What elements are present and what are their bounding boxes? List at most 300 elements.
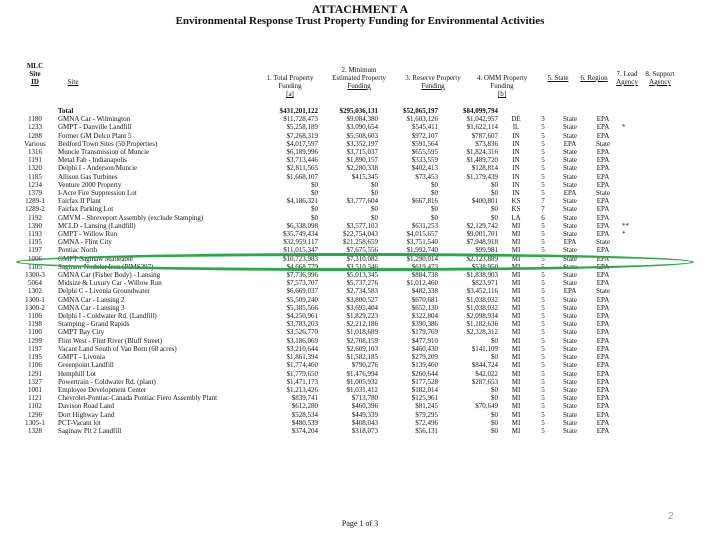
table-cell-c1: $10,723,983	[283, 254, 318, 263]
table-cell-nt	[618, 361, 642, 369]
table-cell-c4: $2,129,742	[466, 221, 498, 230]
table-cell-sa: EPA	[596, 156, 610, 165]
table-cell-rg: 5	[541, 180, 545, 189]
table-row	[22, 419, 642, 427]
table-cell-sa: EPA	[596, 344, 610, 353]
table-cell-la: State	[563, 197, 577, 206]
table-cell-st: MI	[511, 312, 521, 321]
header-mlc-site-id	[20, 62, 50, 86]
table-cell-c1: $3,186,069	[286, 336, 318, 345]
table-cell-c4: $141,109	[471, 344, 498, 353]
table-cell-site: GMNA - Flint City	[58, 238, 112, 247]
table-row	[22, 320, 642, 328]
table-cell-st	[498, 107, 534, 115]
table-cell-c2: $415,345	[351, 172, 378, 181]
table-cell-c2: $790,276	[351, 361, 378, 370]
table-cell-sa: EPA	[596, 418, 610, 427]
table-cell-c4: $99,981	[475, 246, 498, 255]
table-cell-rg: 7	[541, 205, 545, 214]
table-cell-site: Delphi I - Coldwater Rd. (Landfill)	[58, 312, 157, 321]
table-cell-c3: $79,295	[415, 410, 438, 419]
table-cell-nt: *	[622, 230, 626, 239]
table-row	[22, 230, 642, 238]
table-cell-nt	[618, 164, 642, 172]
table-row	[22, 123, 642, 131]
table-cell-la: State	[563, 156, 577, 165]
header-text: ID	[31, 78, 39, 86]
table-cell-c1: $431,201,122	[279, 107, 318, 115]
table-cell-la: State	[563, 262, 577, 271]
table-cell-rg: 5	[541, 164, 545, 173]
table-cell-la: State	[563, 369, 577, 378]
header-text: 6. Region	[580, 74, 608, 82]
table-cell-c1: $4,250,961	[286, 312, 318, 321]
header-text: 1. Total Property	[266, 74, 314, 82]
table-cell-nt	[618, 238, 642, 246]
table-cell-c1: $3,210,644	[286, 344, 318, 353]
table-cell-site: GMNA Car - Wilmington	[58, 115, 131, 124]
header-text: Estimated Property	[332, 74, 386, 82]
table-cell-c2: $2,708,159	[346, 336, 378, 345]
table-cell-st: KS	[511, 197, 521, 206]
table-cell-nt	[618, 132, 642, 140]
table-cell-id: 1195	[28, 238, 42, 247]
table-cell-id: 1105	[28, 262, 42, 271]
table-row	[22, 222, 642, 230]
header-text: Funding	[278, 82, 302, 90]
table-cell-la: State	[563, 230, 577, 239]
table-cell-c4: $0	[491, 410, 498, 419]
table-row	[22, 181, 642, 189]
table-cell-sa: EPA	[596, 336, 610, 345]
table-cell-sa: EPA	[596, 377, 610, 386]
table-cell-c4: $0	[491, 180, 498, 189]
table-cell-st: LA	[511, 213, 521, 222]
table-row	[22, 287, 642, 295]
table-cell-site: Flint West - Flint River (Bluff Street)	[58, 336, 163, 345]
table-cell-site: I-Acre Fire Suppression Lot	[58, 189, 137, 198]
table-cell-id: 1106	[28, 361, 42, 370]
table-cell-id: 1102	[28, 402, 42, 411]
table-cell-st: IL	[512, 123, 520, 132]
table-cell-la: State	[563, 254, 577, 263]
table-cell-c2: $0	[371, 205, 378, 214]
table-cell-c3: $619,473	[411, 262, 438, 271]
table-cell-c3: $260,644	[411, 369, 438, 378]
table-cell-id: 1180	[28, 115, 42, 124]
table-cell-c3: $139,460	[411, 361, 438, 370]
table-cell-nt	[618, 296, 642, 304]
table-cell-c2: $1,890,157	[346, 156, 378, 165]
table-cell-st: MI	[511, 230, 521, 239]
table-cell-rg: 5	[541, 287, 545, 296]
table-cell-rg: 5	[541, 189, 545, 198]
table-cell-nt	[618, 394, 642, 402]
table-row	[22, 312, 642, 320]
table-cell-site: GMPT Bay City	[58, 328, 105, 337]
header-site	[58, 78, 88, 86]
table-cell-rg: 5	[541, 377, 545, 386]
table-cell-st: MI	[511, 279, 521, 288]
table-cell-c3: $652,130	[411, 303, 438, 312]
table-cell-id: 1195	[28, 353, 42, 362]
table-cell-c2: $1,031,412	[346, 385, 378, 394]
table-cell-c1: $5,385,566	[286, 303, 318, 312]
table-cell-st: IN	[512, 172, 520, 181]
table-cell-c4: $73,836	[475, 139, 498, 148]
header-text: Site	[67, 78, 79, 86]
table-cell-rg: 5	[541, 385, 545, 394]
table-cell-site: Bedford Town Sites (50 Properties)	[58, 139, 158, 148]
table-cell-sa: EPA	[596, 353, 610, 362]
table-cell-id: 1300-2	[25, 303, 45, 312]
table-cell-c4: $2,123,889	[466, 254, 498, 263]
table-cell-rg: 5	[541, 230, 545, 239]
table-cell-id: 1006	[28, 254, 42, 263]
table-row	[22, 304, 642, 312]
table-cell-sa: EPA	[596, 254, 610, 263]
table-row	[22, 402, 642, 410]
header-total	[255, 74, 325, 98]
table-cell-c4: $0	[491, 213, 498, 222]
table-cell-c1: $374,204	[291, 426, 318, 435]
header-text: Funding	[347, 82, 371, 90]
header-omm	[466, 74, 538, 98]
table-cell-c2: $3,090,654	[346, 123, 378, 132]
table-cell-c1: $4,017,597	[286, 139, 318, 148]
table-cell-la: State	[563, 353, 577, 362]
table-cell-c1: $35,749,434	[283, 230, 318, 239]
table-cell-id: 1192	[28, 213, 42, 222]
table-cell-nt	[618, 271, 642, 279]
table-cell-site: GMPT - Livonia	[58, 353, 105, 362]
table-cell-nt	[618, 411, 642, 419]
table-cell-c4: $0	[491, 385, 498, 394]
table-cell-sa: EPA	[596, 410, 610, 419]
table-cell-la: State	[563, 180, 577, 189]
table-cell-site: Total	[58, 107, 74, 115]
table-cell-c4: $1,489,720	[466, 156, 498, 165]
table-cell-st: MI	[511, 262, 521, 271]
table-cell-c1: $528,534	[291, 410, 318, 419]
table-cell-id: 1193	[28, 230, 42, 239]
table-cell-id: 1300-3	[25, 271, 45, 280]
table-cell-id: 1121	[28, 394, 42, 403]
header-text: [b]	[497, 90, 507, 98]
header-text: MLC	[26, 62, 44, 70]
table-cell-c3: $667,816	[411, 197, 438, 206]
table-cell-c3: $482,338	[411, 287, 438, 296]
table-cell-st: IN	[512, 148, 520, 157]
table-cell-rg: 5	[541, 312, 545, 321]
table-row	[22, 115, 642, 123]
table-cell-id: 1191	[28, 156, 42, 165]
table-cell-c3: $477,910	[411, 336, 438, 345]
table-cell-st: MI	[511, 344, 521, 353]
table-cell-c4: $9,001,701	[466, 230, 498, 239]
table-cell-c1: $1,779,650	[286, 369, 318, 378]
table-cell-rg: 5	[541, 271, 545, 280]
table-cell-c3: $279,209	[411, 353, 438, 362]
table-cell-la: State	[563, 344, 577, 353]
table-cell-rg: 5	[541, 418, 545, 427]
table-cell-c1: $7,736,996	[286, 271, 318, 280]
table-cell-id: 1233	[28, 123, 42, 132]
table-cell-sa: EPA	[596, 205, 610, 214]
table-cell-nt	[618, 419, 642, 427]
table-cell-la: State	[563, 426, 577, 435]
table-cell-sa: State	[596, 139, 610, 148]
table-cell-st: IN	[512, 189, 520, 198]
table-cell-c2: $3,800,527	[346, 295, 378, 304]
table-cell-c1: $0	[311, 189, 318, 198]
table-cell-id: Various	[24, 139, 46, 148]
table-row	[22, 189, 642, 197]
table-cell-c1: $7,573,707	[286, 279, 318, 288]
table-cell-c3: $179,769	[411, 328, 438, 337]
table-cell-la: State	[563, 164, 577, 173]
table-cell-sa: EPA	[596, 328, 610, 337]
table-row	[22, 411, 642, 419]
table-cell-c2: $3,777,604	[346, 197, 378, 206]
table-cell-c3: $1,992,740	[406, 246, 438, 255]
table-cell-c2: $408,043	[351, 418, 378, 427]
table-cell-c4: $2,098,934	[466, 312, 498, 321]
table-cell-rg: 5	[541, 328, 545, 337]
table-cell-site: Dort Highway Land	[58, 410, 115, 419]
table-cell-site: GMNA Car - Lansing 3	[58, 303, 125, 312]
table-cell-c1: $1,861,394	[286, 353, 318, 362]
table-cell-la: State	[563, 328, 577, 337]
table-cell-nt	[618, 427, 642, 435]
table-cell-c1: $6,669,037	[286, 287, 318, 296]
table-cell-st: DE	[511, 115, 521, 124]
table-row	[22, 238, 642, 246]
table-cell-c1: $32,959,117	[283, 238, 318, 247]
table-cell-c3: $0	[431, 213, 438, 222]
table-cell-rg	[534, 107, 552, 115]
page-footer: Page 1 of 3	[341, 519, 379, 528]
table-cell-c2: $1,018,689	[346, 328, 378, 337]
table-cell-c4: $7,948,918	[466, 238, 498, 247]
table-cell-rg: 5	[541, 394, 545, 403]
table-cell-la: State	[563, 271, 577, 280]
table-cell-site: Davison Road Land	[58, 402, 114, 411]
table-row	[22, 345, 642, 353]
table-cell-la: State	[563, 410, 577, 419]
table-cell-la: State	[563, 394, 577, 403]
table-cell-st: MI	[511, 295, 521, 304]
table-cell-sa: EPA	[596, 123, 610, 132]
table-cell-c4: $787,607	[471, 131, 498, 140]
table-cell-la: State	[563, 246, 577, 255]
table-cell-c4: $1,042,957	[466, 115, 498, 124]
table-cell-c3: $390,386	[411, 320, 438, 329]
header-text: Funding	[490, 82, 514, 90]
table-cell-c1: $4,668,779	[286, 262, 318, 271]
table-cell-la: State	[563, 418, 577, 427]
header-text: [a]	[286, 90, 294, 98]
table-row	[22, 214, 642, 222]
table-cell-c1: $3,713,446	[286, 156, 318, 165]
table-cell-sa: EPA	[596, 246, 610, 255]
table-cell-c2: $460,396	[351, 402, 378, 411]
table-cell-c4: $287,653	[471, 377, 498, 386]
table-cell-c4: $400,801	[471, 197, 498, 206]
table-cell-sa: EPA	[596, 385, 610, 394]
table-cell-site: Saginaw Nodular Iron (PIMS297)	[58, 262, 154, 271]
table-row	[22, 328, 642, 336]
table-row	[22, 386, 642, 394]
highlight-oval	[16, 253, 694, 271]
table-cell-id: 1288	[28, 131, 42, 140]
table-cell-la: State	[563, 402, 577, 411]
table-cell-id: 1197	[28, 344, 42, 353]
table-cell-sa: EPA	[596, 221, 610, 230]
table-cell-id: 1185	[28, 172, 42, 181]
table-cell-c4: $1,038,032	[466, 295, 498, 304]
table-cell-c3: $56,131	[415, 426, 438, 435]
table-cell-site: Greenpoint Landfill	[58, 361, 114, 370]
table-cell-c3: $1,290,014	[406, 254, 438, 263]
table-cell-c2: $1,829,223	[346, 312, 378, 321]
table-cell-site: GMPT - Danville Landfill	[58, 123, 132, 132]
header-text: 2. Minimum	[341, 66, 377, 74]
table-cell-c3: $631,253	[411, 221, 438, 230]
table-cell-c1: $5,258,189	[286, 123, 318, 132]
table-cell-id: 1305-1	[25, 418, 45, 427]
table-row	[22, 205, 642, 213]
table-cell-sa: EPA	[596, 230, 610, 239]
table-cell-c2: $5,508,603	[346, 131, 378, 140]
header-text: 3. Reserve Property	[405, 74, 461, 82]
table-cell-c2: $7,675,556	[346, 246, 378, 255]
table-cell-site: GMVM - Shreveport Assembly (exclude Stamping)	[58, 213, 204, 222]
table-cell-c3: $1,603,126	[406, 115, 438, 124]
header-text: 4. OMM Property	[476, 74, 528, 82]
table-cell-c3: $125,961	[411, 394, 438, 403]
table-cell-c4: $0	[491, 353, 498, 362]
table-cell-c4: $0	[491, 189, 498, 198]
table-cell-c2: $449,339	[351, 410, 378, 419]
table-cell-c4: $42,022	[475, 369, 498, 378]
header-minimum	[322, 66, 396, 90]
table-cell-site: Midsize & Luxury Car - Willow Run	[58, 279, 162, 288]
table-cell-nt	[618, 140, 642, 148]
table-cell-st: MI	[511, 246, 521, 255]
table-cell-rg: 5	[541, 336, 545, 345]
table-cell-c2: $0	[371, 213, 378, 222]
table-cell-rg: 5	[541, 279, 545, 288]
table-cell-rg: 5	[541, 262, 545, 271]
table-cell-c1: $1,774,460	[286, 361, 318, 370]
table-cell-rg: 5	[541, 139, 545, 148]
table-cell-st: MI	[511, 394, 521, 403]
table-cell-id: 1289-2	[25, 205, 45, 214]
table-cell-la: State	[563, 213, 577, 222]
table-cell-nt	[618, 353, 642, 361]
table-cell-nt	[618, 386, 642, 394]
table-cell-c2: $3,695,404	[346, 303, 378, 312]
table-cell-c1: $3,526,770	[286, 328, 318, 337]
table-cell-la: EPA	[563, 139, 577, 148]
table-row	[22, 337, 642, 345]
table-cell-c1: $839,741	[291, 394, 318, 403]
table-row	[22, 156, 642, 164]
table-cell-c4: $823,971	[471, 279, 498, 288]
table-cell-la: EPA	[563, 287, 577, 296]
table-cell-c1: $3,783,203	[286, 320, 318, 329]
table-cell-c2: $2,212,186	[346, 320, 378, 329]
table-cell-c4: $1,838,903	[466, 271, 498, 280]
table-cell-sa: EPA	[596, 148, 610, 157]
table-row	[22, 427, 642, 435]
table-cell-c4: $1,179,439	[466, 172, 498, 181]
table-cell-rg: 5	[541, 221, 545, 230]
table-cell-rg: 5	[541, 344, 545, 353]
table-cell-c1: $1,668,107	[286, 172, 318, 181]
table-cell-la: State	[563, 312, 577, 321]
table-row	[22, 164, 642, 172]
table-cell-st: IN	[512, 156, 520, 165]
table-cell-la: State	[563, 320, 577, 329]
table-cell-c2: $22,754,043	[343, 230, 378, 239]
table-cell-rg: 7	[541, 197, 545, 206]
table-cell-rg: 5	[541, 246, 545, 255]
table-cell-sa: EPA	[596, 295, 610, 304]
table-cell-c3: $81,245	[415, 402, 438, 411]
table-cell-c3: $1,012,460	[406, 279, 438, 288]
table-cell-site: MCLD - Lansing (Landfill)	[58, 221, 136, 230]
table-cell-c1: $5,509,240	[286, 295, 318, 304]
table-cell-c1: $6,189,996	[286, 148, 318, 157]
table-cell-c2: $3,715,037	[346, 148, 378, 157]
table-cell-rg: 5	[541, 361, 545, 370]
table-cell-site: GMPT - Willow Run	[58, 230, 118, 239]
table-cell-c1: $2,811,565	[286, 164, 318, 173]
table-cell-sa: EPA	[596, 361, 610, 370]
table-cell-c2: $5,013,345	[346, 271, 378, 280]
table-cell-nt	[618, 328, 642, 336]
table-cell-nt	[618, 378, 642, 386]
table-row	[22, 197, 642, 205]
table-cell-site: Stamping - Grand Rapids	[58, 320, 130, 329]
table-cell-c3: $884,738	[411, 271, 438, 280]
table-cell-c3: $655,595	[411, 148, 438, 157]
table-cell-nt	[618, 402, 642, 410]
table-cell-rg: 5	[541, 402, 545, 411]
table-cell-sa: EPA	[596, 312, 610, 321]
table-cell-c4: $2,328,312	[466, 328, 498, 337]
table-cell-nt	[618, 107, 642, 115]
table-cell-c3: $402,413	[411, 164, 438, 173]
table-cell-id: 1296	[28, 410, 42, 419]
table-cell-site: GMNA Car - Lansing 2	[58, 295, 125, 304]
table-cell-nt	[618, 370, 642, 378]
table-cell-c4: $0	[491, 394, 498, 403]
table-cell-id: 1289-1	[25, 197, 45, 206]
table-cell-st: MI	[511, 410, 521, 419]
table-cell-rg: 5	[541, 123, 545, 132]
table-cell-c2: $7,310,082	[346, 254, 378, 263]
table-cell-sa: State	[596, 287, 610, 296]
table-cell-la: State	[563, 295, 577, 304]
table-cell-id: 1198	[28, 320, 42, 329]
table-cell-c1: $11,015,347	[283, 246, 318, 255]
table-cell-la: State	[563, 123, 577, 132]
table-cell-sa: EPA	[596, 172, 610, 181]
table-cell-site: GMPT Saginaw Malleable	[58, 254, 133, 263]
